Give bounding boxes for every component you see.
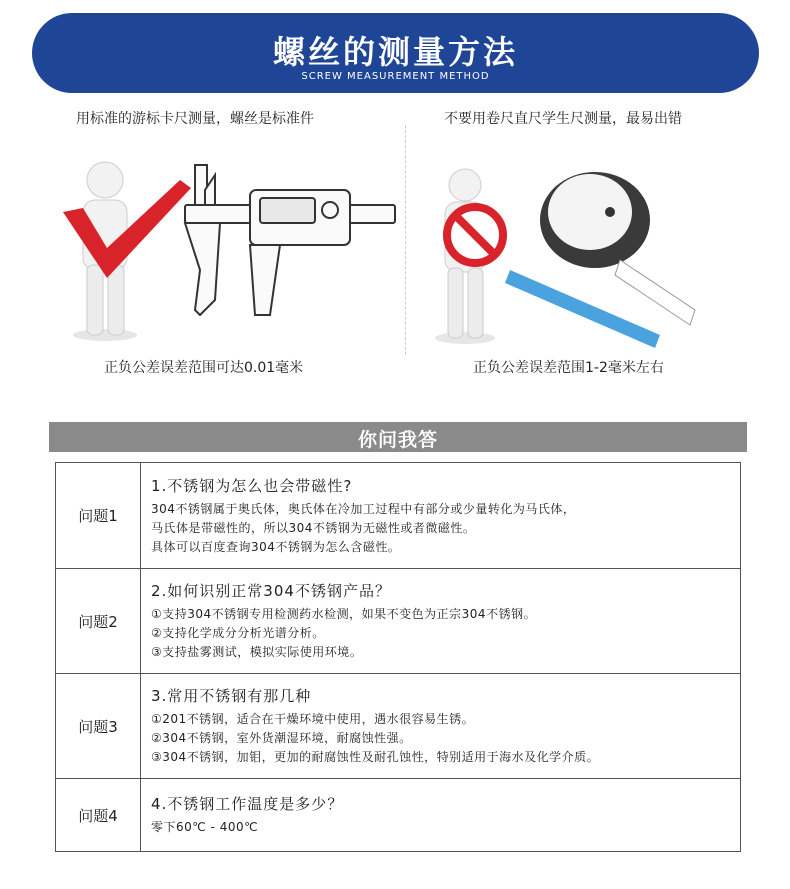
answer-3-line-1: ①201不锈钢，适合在干燥环境中使用，遇水很容易生锈。 — [151, 712, 475, 726]
question-1: 1.不锈钢为怎么也会带磁性? — [151, 476, 353, 495]
page-title: 螺丝的测量方法 — [272, 33, 518, 71]
answer-2-line-2: ②支持化学成分分析光谱分析。 — [151, 626, 325, 640]
qa-row-2 — [56, 569, 741, 674]
right-caption-top: 不要用卷尺直尺学生尺测量，最易出错 — [444, 111, 682, 127]
page-subtitle: SCREW MEASUREMENT METHOD — [301, 71, 490, 82]
qa-section-header — [49, 422, 747, 452]
qa-answer-1 — [141, 463, 741, 569]
qa-label-4: 问题4 — [56, 779, 141, 852]
qa-row-4 — [56, 779, 741, 852]
answer-2-line-1: ①支持304不锈钢专用检测药水检测，如果不变色为正宗304不锈钢。 — [151, 607, 537, 621]
qa-label-2: 问题2 — [56, 569, 141, 674]
qa-label-1: 问题1 — [56, 463, 141, 569]
header-banner — [32, 13, 759, 93]
answer-3-line-3: ③304不锈钢，加钼，更加的耐腐蚀性及耐孔蚀性，特别适用于海水及化学介质。 — [151, 750, 600, 764]
tape-ruler-illustration — [420, 150, 740, 350]
prohibited-icon — [447, 207, 503, 263]
question-2: 2.如何识别正常304不锈钢产品？ — [151, 582, 391, 600]
qa-answer-4 — [141, 779, 741, 852]
left-caption-bottom: 正负公差误差范围可达0.01毫米 — [104, 360, 304, 376]
answer-4-line-1: 零下60℃ - 400℃ — [151, 820, 259, 834]
answer-3-line-2: ②304不锈钢，室外货潮湿环境，耐腐蚀性强。 — [151, 731, 412, 745]
qa-answer-3 — [141, 674, 741, 779]
panel-divider — [405, 125, 406, 355]
question-4: 4.不锈钢工作温度是多少？ — [151, 795, 344, 813]
answer-1-line-1: 304不锈钢属于奥氏体，奥氏体在冷加工过程中有部分或少量转化为马氏体， — [151, 501, 576, 516]
qa-title: 你问我答 — [357, 429, 438, 451]
qa-label-3: 问题3 — [56, 674, 141, 779]
vernier-caliper-icon — [185, 165, 395, 315]
answer-2-line-3: ③支持盐雾测试，模拟实际使用环境。 — [151, 645, 363, 659]
left-caption-top: 用标准的游标卡尺测量，螺丝是标准件 — [76, 111, 314, 127]
qa-row-3 — [56, 674, 741, 779]
question-3: 3.常用不锈钢有那几种 — [151, 687, 312, 705]
qa-row-1 — [56, 463, 741, 569]
qa-table — [55, 462, 741, 852]
right-caption-bottom: 正负公差误差范围1-2毫米左右 — [473, 360, 664, 376]
caliper-illustration — [55, 150, 400, 350]
answer-1-line-2: 马氏体是带磁性的，所以304不锈钢为无磁性或者微磁性。 — [151, 520, 476, 535]
qa-answer-2 — [141, 569, 741, 674]
answer-1-line-3: 具体可以百度查询304不锈钢为怎么含磁性。 — [151, 539, 401, 554]
